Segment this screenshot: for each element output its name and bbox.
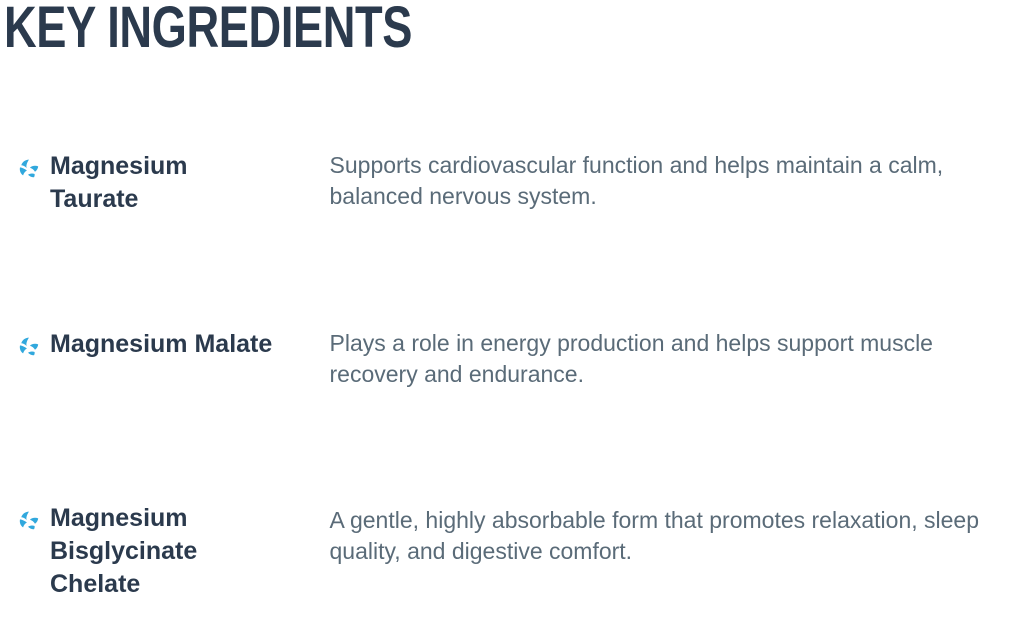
- ingredient-name-group: [0, 150, 328, 216]
- ingredient-name: Magnesium Taurate: [50, 152, 188, 213]
- ingredients-list: [0, 150, 1024, 601]
- ingredient-name-group: [0, 328, 328, 361]
- ingredient-name-group: [0, 502, 328, 601]
- ingredient-description-group: [328, 328, 1024, 390]
- leaf-icon: [18, 336, 40, 358]
- ingredient-description-group: [328, 502, 1024, 567]
- ingredient-description: A gentle, highly absorbable form that promotes relaxation, sleep quality, and digestive comfort.: [329, 507, 980, 565]
- leaf-icon: [18, 158, 40, 180]
- ingredient-description-group: [328, 150, 1024, 212]
- ingredient-description: Supports cardiovascular function and helps maintain a calm, balanced nervous system.: [329, 152, 944, 210]
- page-title: KEY INGREDIENTS: [4, 0, 413, 60]
- ingredient-description: Plays a role in energy production and helps support muscle recovery and endurance.: [329, 330, 933, 388]
- leaf-icon: [18, 510, 40, 532]
- ingredient-name: Magnesium Bisglycinate Chelate: [50, 504, 198, 599]
- list-item: [0, 328, 1024, 390]
- list-item: [0, 502, 1024, 601]
- list-item: [0, 150, 1024, 216]
- ingredient-name: Magnesium Malate: [50, 330, 273, 358]
